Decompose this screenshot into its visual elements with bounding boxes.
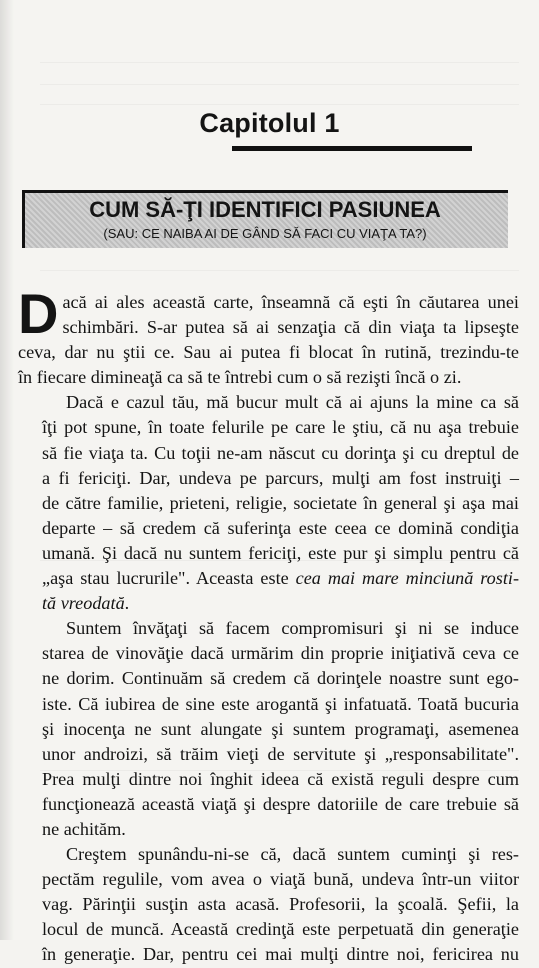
text-line: iste. Că iubirea de sine este arogantă şi infatuată. Toată bucuria — [42, 693, 519, 714]
text-line: Creştem spunându-ni-se că, dacă suntem cuminţi şi res- — [66, 844, 519, 865]
chapter-title: CUM SĂ-ŢI IDENTIFICI PASIUNEA — [89, 197, 441, 222]
text-line: de către familie, prieteni, religie, societate în general şi aşa mai — [42, 492, 519, 513]
text-line: ceva, dar nu ştii ce. Sau ai putea fi blocat în rutină, trezindu-te — [18, 342, 519, 363]
text-line — [18, 591, 519, 616]
italic-emphasis: cea mai mare minciună rosti- — [295, 568, 520, 589]
italic-emphasis: tă vreodată — [42, 593, 125, 614]
text-line: departe – să credem că suferinţa este ceea ce domină condiţia — [42, 517, 519, 538]
body-text — [18, 282, 520, 968]
text-segment: . — [124, 593, 130, 614]
text-line: ne achităm. — [42, 818, 126, 839]
text-line: ne dorim. Continuăm să credem că dorinţele noastre sunt ego- — [42, 668, 519, 689]
paragraph-4 — [18, 842, 519, 967]
text-line: acă ai ales această carte, înseamnă că eşti în căutarea unei — [62, 292, 519, 312]
text-line: şi inocenţa ne sunt alungate şi suntem programaţi, asemenea — [42, 718, 519, 739]
text-line: schimbări. S-ar putea să ai senzaţia că din viaţa ta lipseşte — [62, 317, 519, 338]
text-line: în generaţie. Dar, pentru cei mai mulţi dintre noi, fericirea nu — [42, 944, 519, 965]
chapter-heading: Capitolul 1 — [199, 108, 340, 138]
chapter-subtitle: (SAU: CE NAIBA AI DE GÂND SĂ FACI CU VIAŢA TA?) — [103, 226, 427, 241]
text-line: Prea mulţi dintre noi înghit ideea că există reguli despre cum — [42, 768, 519, 789]
text-line: să fie viaţa ta. Cu toţii ne-am născut cu dorinţa şi cu dreptul de — [42, 442, 519, 463]
chapter-rule — [232, 146, 472, 151]
paragraph-1 — [18, 282, 519, 390]
text-line: unor androizi, să trăim vieţi de servitute şi „responsabilitate". — [42, 743, 519, 764]
text-line: a fi fericiţi. Dar, undeva pe parcurs, mulţi am fost instruiţi – — [42, 467, 519, 488]
paragraph-3 — [18, 616, 519, 842]
paragraph-2 — [18, 390, 519, 616]
text-line: Suntem învăţaţi să facem compromisuri şi ni se induce — [66, 618, 519, 639]
text-line: îţi pot spune, în toate felurile pe care le ştiu, că nu aşa trebuie — [42, 417, 519, 438]
drop-cap: D — [18, 282, 59, 345]
text-line: pectăm regulile, vom avea o viaţă bună, undeva într-un viitor — [42, 869, 519, 890]
text-line: în fiecare dimineaţă ca să te întrebi cum o să rezişti încă o zi. — [18, 367, 462, 388]
text-line: funcţionează această viaţă şi despre datoriile de care trebuie să — [42, 793, 519, 814]
text-line — [18, 566, 519, 591]
text-line: umană. Şi dacă nu suntem fericiţi, este pur şi simplu pentru că — [42, 542, 519, 563]
text-line: Dacă e cazul tău, mă bucur mult că ai ajuns la mine ca să — [66, 392, 519, 413]
text-line: vag. Părinţii susţin asta acasă. Profesorii, la şcoală. Şefii, la — [42, 894, 519, 915]
text-segment: „aşa stau lucrurile". Aceasta este — [42, 568, 289, 589]
text-line: starea de vinovăţie dacă urmărim din proprie iniţiativă ceva ce — [42, 643, 519, 664]
text-line: locul de muncă. Această credinţă este perpetuată din generaţie — [42, 919, 519, 940]
